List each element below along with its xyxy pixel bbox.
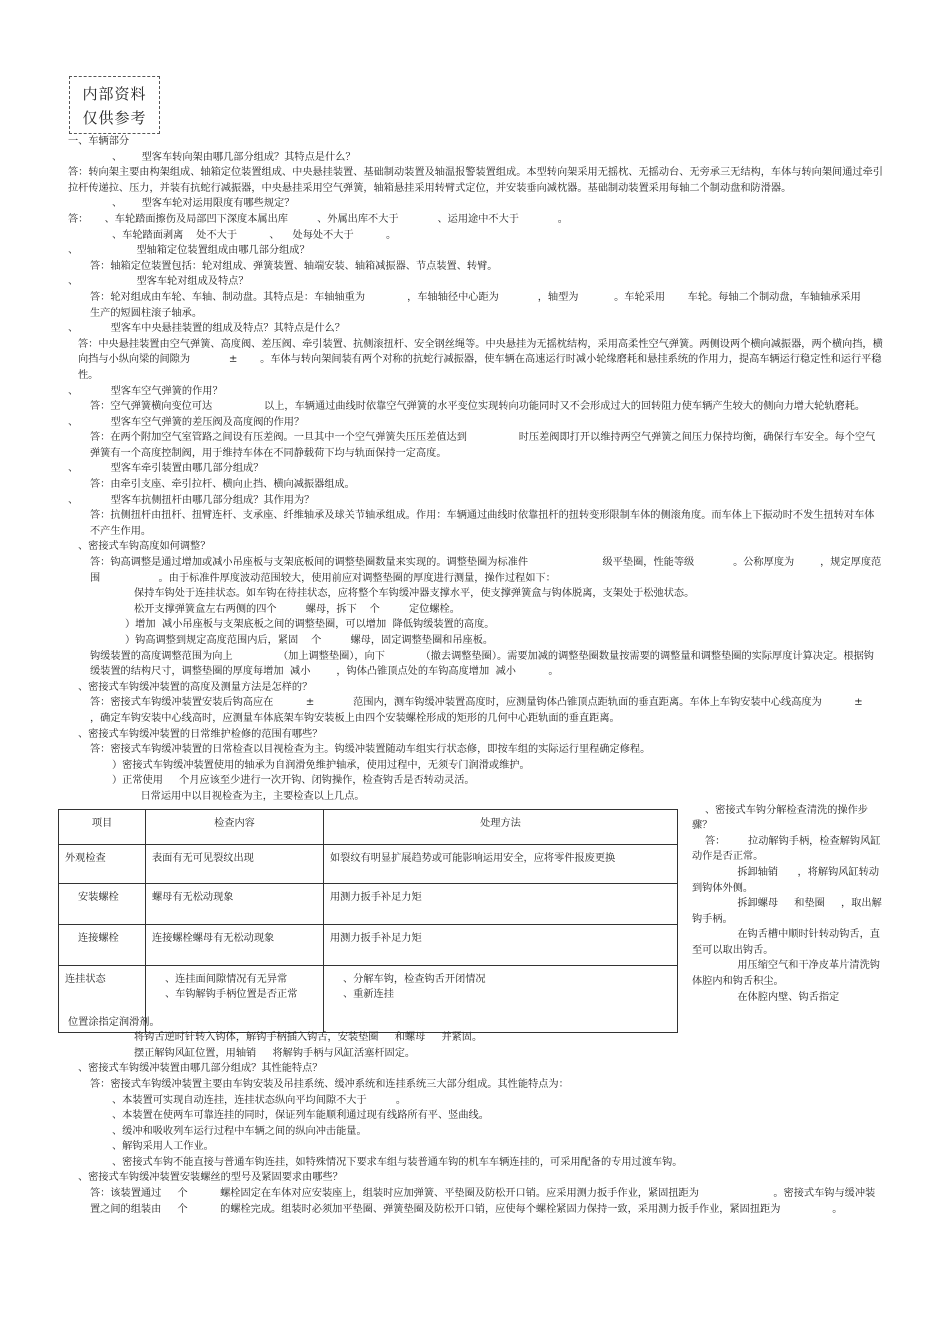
text-line: ）增加 减小吊座板与支架底板之间的调整垫圈，可以增加 降低钩缓装置的高度。 — [112, 619, 495, 631]
text-line: 答：密接式车钩缓冲装置安装后钩高应在 ± 范围内，测车钩缓冲装置高度时，应测量钩体凸锥顶点距轨面的垂直距离。车体上车钩安装中心线高度为 ± ，确定车钩安装中心线高时，应测量车体底架车钩安装板上由四个安装螺栓形成的矩形的几何中心距轨面的垂直距离。 — [90, 697, 896, 724]
text-line: 松开支撑弹簧盒左右两侧的四个 螺母，拆下 个 定位螺栓。 — [134, 603, 460, 615]
document-bottom-section — [68, 1015, 883, 1218]
document-top-section — [68, 134, 896, 805]
text-line: 、本装置可实现自动连挂，连挂状态纵向平均间隙不大于 。 — [112, 1094, 407, 1106]
row-item: 外观检查 — [59, 844, 146, 883]
row-method: 用测力扳手补足力矩 — [324, 924, 678, 965]
side-text-line: 、密接式车钩分解检查清洗的操作步骤？ — [692, 804, 868, 832]
inspection-section — [65, 804, 883, 1011]
text-line: 钩缓装置的高度调整范围为向上 （加上调整垫圈），向下 （撤去调整垫圈）。需要加减的调整垫圈数量按需要的调整量和调整垫圈的实际厚度计算决定。根据钩缓装置的结构尺寸，调整垫圈的厚度每增加 减小 ，钩体凸锥顶点处的车钩高度增加 减小 。 — [90, 650, 874, 678]
text-line: 答：轴箱定位装置包括：轮对组成、弹簧装置、轴端安装、轴箱减振器、节点装置、转臂。 — [90, 260, 498, 272]
text-line: 答：轮对组成由车轮、车轴、制动盘。其特点是：车轴轴重为 ，车轴轴径中心距为 ，轴型为 。车轮采用 车轮。每轴二个制动盘，车轴轴承采用 生产的短圆柱滚子轴承。 — [90, 291, 884, 319]
text-line: 、 型客车转向架由哪几部分组成？其特点是什么？ — [112, 151, 356, 163]
text-line: 答： 、车轮踏面擦伤及局部凹下深度本属出库 、外属出库不大于 、运用途中不大于 。 — [68, 213, 568, 225]
text-line: 答：中央悬挂装置由空气弹簧、高度阀、差压阀、牵引装置、抗侧滚扭杆、安全钢丝绳等。中央悬挂为无摇枕结构，采用高柔性空气弹簧。两侧设两个横向减振器，两个横向挡，横向挡与小纵向梁的间隙为 ± 。车体与转向架间装有两个对称的抗蛇行减振器，使车辆在高速运行时减小轮缘磨耗和悬挂系统的作用力，提高车辆运行稳定性和运行平稳性。 — [78, 338, 883, 381]
text-line: 、 型客车中央悬挂装置的组成及特点？其特点是什么？ — [68, 323, 345, 335]
text-line: ）密接式车钩缓冲装置使用的轴承为自润滑免维护轴承，使用过程中，无须专门润滑或维护。 — [112, 759, 530, 771]
row-item: 安装螺栓 — [59, 883, 146, 924]
text-line: 、密接式车钩缓冲装置的高度及测量方法是怎样的？ — [78, 681, 313, 693]
text-line: 日常运用中以目视检查为主，主要检查以上几点。 — [134, 790, 365, 802]
text-line: 、 型客车抗侧扭杆由哪几部分组成？其作用为？ — [68, 494, 315, 506]
row-method: 如裂纹有明显扩展趋势或可能影响运用安全，应将零件报废更换 — [324, 844, 678, 883]
text-line: 、密接式车钩缓冲装置安装螺丝的型号及紧固要求由哪些？ — [78, 1172, 343, 1184]
text-line: 答：该装置通过 个 螺栓固定在车体对应安装座上，组装时应加弹簧、平垫圈及防松开口销。应采用测力扳手作业，紧固扭距为 。密接式车钩与缓冲装置之间的组装由 个 的螺栓完成。组装时必须加平垫圈、弹簧垫圈及防松开口销，应使每个螺栓紧固力保持一致，采用测力扳手作业，紧固扭距为 。 — [90, 1188, 876, 1215]
table-row — [59, 883, 678, 924]
text-line: 、 型客车轮对组成及特点？ — [68, 276, 249, 288]
header-check: 检查内容 — [146, 809, 324, 844]
disassembly-steps — [692, 803, 884, 1006]
confidential-stamp — [69, 76, 160, 134]
side-text-line: 拆卸螺母 和垫圈 ，取出解钩手柄。 — [692, 898, 882, 925]
row-method: 用测力扳手补足力矩 — [324, 883, 678, 924]
text-line: 、 型轴箱定位装置组成由哪几部分组成？ — [68, 245, 310, 257]
table-row — [59, 924, 678, 965]
side-text-line: 用压缩空气和干净皮革片清洗钩体腔内和钩舌积尘。 — [692, 960, 880, 988]
text-line: 、 型客车牵引装置由哪几部分组成？ — [68, 463, 264, 475]
text-line: 、 型客车轮对运用限度有哪些规定？ — [112, 198, 295, 210]
row-check: 螺母有无松动现象 — [146, 883, 324, 924]
text-line: 答：由牵引支座、牵引拉杆、横向止挡、横向减振器组成。 — [90, 479, 355, 491]
row-check: 表面有无可见裂纹出现 — [146, 844, 324, 883]
text-line: 、 型客车空气弹簧的差压阀及高度阀的作用？ — [68, 416, 305, 428]
text-line: 、密接式车钩缓冲装置的日常维护检修的范围有哪些？ — [78, 728, 323, 740]
table-header-row — [59, 809, 678, 844]
row-check: 、连挂面间隙情况有无异常 、车钩解钩手柄位置是否正常 — [146, 965, 324, 1032]
stamp-line-1: 内部资料 — [82, 85, 147, 103]
header-item: 项目 — [59, 809, 146, 844]
text-line: 答：密接式车钩缓冲装置的日常检查以目视检查为主。钩缓冲装置随动车组实行状态修，即按车组的实际运行里程确定修程。 — [90, 744, 651, 756]
row-item: 连挂状态 — [59, 965, 146, 1032]
header-method: 处理方法 — [324, 809, 678, 844]
text-line: 、密接式车钩高度如何调整？ — [78, 541, 211, 553]
text-line: 一、车辆部分 — [68, 136, 130, 147]
text-line: 、缓冲和吸收列车运行过程中车辆之间的纵向冲击能量。 — [112, 1125, 367, 1137]
text-line: 答：空气弹簧横向变位可达 以上，车辆通过曲线时依靠空气弹簧的水平变位实现转向功能同时又不会形成过大的回转阻力使车辆产生较大的侧向力增大轮轨磨耗。 — [90, 401, 866, 413]
side-text-line: 在体腔内壁、钩舌指定 — [692, 991, 840, 1003]
text-line: 答：在两个附加空气室管路之间设有压差阀。一旦其中一个空气弹簧失压压差值达到 时压差阀即打开以维持两空气弹簧之间压力保持均衡，确保行车安全。每个空气弹簧有一个高度控制阀，用于维持车体在不同静载荷下均与轨面保持一定高度。 — [90, 432, 876, 459]
text-line: 、 型客车空气弹簧的作用？ — [68, 385, 223, 397]
side-text-line: 拆卸轴销 ，将解钩风缸转动到钩体外侧。 — [692, 866, 880, 894]
row-check: 连接螺栓螺母有无松动现象 — [146, 924, 324, 965]
side-text-line: 答： 拉动解钩手柄，检查解钩风缸动作是否正常。 — [692, 835, 881, 863]
text-line: 答：转向架主要由构架组成、轴箱定位装置组成、中央悬挂装置、基础制动装置及轴温报警装置组成。本型转向架采用无摇枕、无摇动台、无旁承三无结构，车体与转向架间通过牵引拉杆传递拉、压力，并装有抗蛇行减振器，中央悬挂采用空气弹簧，轴箱悬挂采用转臂式定位，并安装垂向减枕器。基础制动装置采用每轴二个制动盘和防滑器。 — [68, 167, 883, 194]
document-body — [65, 134, 896, 1217]
text-line: ）钩高调整到规定高度范围内后，紧固 个 螺母，固定调整垫圈和吊座板。 — [112, 635, 494, 646]
text-line: 答：钩高调整是通过增加或减小吊座板与支架底板间的调整垫圈数量来实现的。调整垫圈为标准件 级平垫圈，性能等级 。公称厚度为 ，规定厚度范围 。由于标准件厚度波动范围较大，使用前应对调整垫圈的厚度进行测量，操作过程如下： — [90, 557, 882, 584]
table-body — [59, 844, 678, 1032]
stamp-line-2: 仅供参考 — [82, 109, 147, 127]
text-line: 、密接式车钩缓冲装置由哪几部分组成？其性能特点？ — [78, 1063, 323, 1075]
text-line: 摆正解钩风缸位置，用轴销 将解钩手柄与风缸活塞杆固定。 — [134, 1047, 416, 1059]
text-line: 、本装置在使两车可靠连挂的同时，保证列车能顺利通过现有线路所有平、竖曲线。 — [112, 1110, 489, 1122]
text-line: 、车轮踏面剥离 处不大于 、 处每处不大于 。 — [112, 229, 397, 241]
text-line: 将钩舌逆时针转入钩体，解钩手柄插入钩舌，安装垫圈 和螺母 并紧固。 — [134, 1032, 483, 1044]
text-line: ）正常使用 个月应该至少进行一次开钩、闭钩操作，检查钩舌是否转动灵活。 — [112, 775, 475, 787]
table-row — [59, 965, 678, 1032]
text-line: 答：密接式车钩缓冲装置主要由车钩安装及吊挂系统、缓冲系统和连挂系统三大部分组成。其性能特点为： — [90, 1078, 569, 1090]
row-item: 连接螺栓 — [59, 924, 146, 965]
table-row — [59, 844, 678, 883]
text-line: 、解钩采用人工作业。 — [112, 1141, 214, 1153]
text-line: 位置涂指定润滑剂。 — [68, 1016, 160, 1028]
text-line: 、密接式车钩不能直接与普通车钩连挂，如特殊情况下要求车组与装普通车钩的机车车辆连挂的，可采用配备的专用过渡车钩。 — [112, 1156, 683, 1168]
row-method: 、分解车钩，检查钩舌开闭情况 、重新连挂 — [324, 965, 678, 1032]
maintenance-table — [58, 809, 678, 1033]
text-line: 保持车钩处于连挂状态。如车钩在待挂状态，应将整个车钩缓冲器支撑水平，使支撑弹簧盒与钩体脱离，支架处于松弛状态。 — [134, 588, 695, 600]
side-text-line: 在钩舌槽中顺时针转动钩舌，直至可以取出钩舌。 — [692, 929, 880, 956]
text-line: 答：抗侧扭杆由扭杆、扭臂连杆、支承座、纤维轴承及球关节轴承组成。作用：车辆通过曲线时依靠扭杆的扭转变形限制车体的侧滚角度。而车体上下振动时不发生扭转对车体不产生作用。 — [90, 510, 875, 537]
